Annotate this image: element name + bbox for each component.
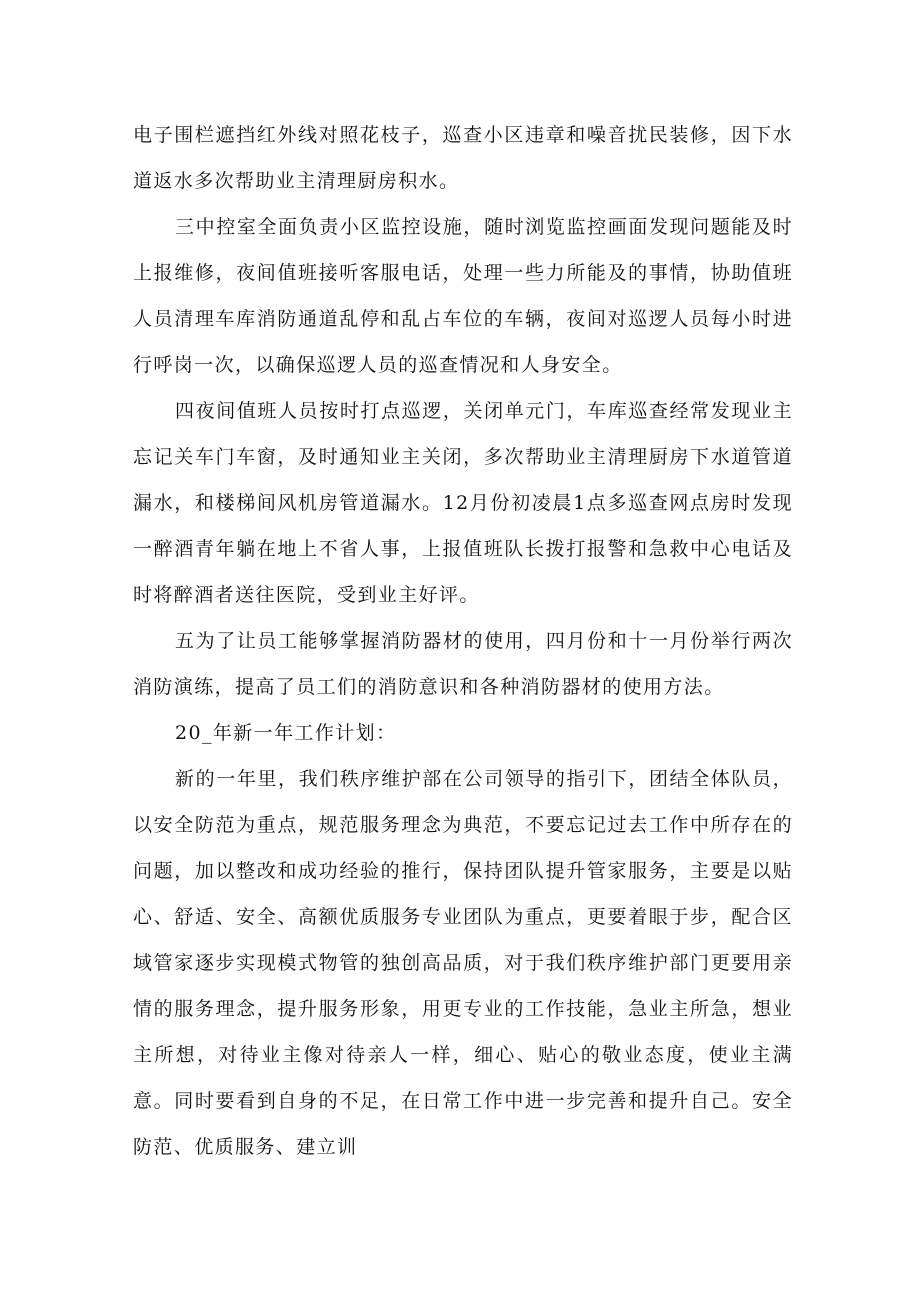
paragraph-night-duty: 四夜间值班人员按时打点巡逻，关闭单元门，车库巡查经常发现业主忘记关车门车窗，及时通知业主关闭，多次帮助业主清理厨房下水道管道漏水，和楼梯间风机房管道漏水。12月份初凌晨1点多巡查网点房时发现一醉酒青年躺在地上不省人事，上报值班队长拨打报警和急救中心电话及时将醉酒者送往医院，受到业主好评。 — [133, 400, 793, 606]
paragraph-fire-drill: 五为了让员工能够掌握消防器材的使用，四月份和十一月份举行两次消防演练，提高了员工们的消防意识和各种消防器材的使用方法。 — [133, 630, 793, 698]
paragraph-plan-heading: 20_年新一年工作计划： — [175, 722, 397, 744]
document-body — [133, 112, 793, 1170]
paragraph-monitoring-room: 三中控室全面负责小区监控设施，随时浏览监控画面发现问题能及时上报维修，夜间值班接听客服电话，处理一些力所能及的事情，协助值班人员清理车库消防通道乱停和乱占车位的车辆，夜间对巡逻人员每小时进行呼岗一次，以确保巡逻人员的巡查情况和人身安全。 — [133, 216, 793, 376]
paragraph-continuation: 电子围栏遮挡红外线对照花枝子，巡查小区违章和噪音扰民装修，因下水道返水多次帮助业主清理厨房积水。 — [133, 124, 793, 192]
paragraph-new-year-plan: 新的一年里，我们秩序维护部在公司领导的指引下，团结全体队员，以安全防范为重点，规范服务理念为典范，不要忘记过去工作中所存在的问题，加以整改和成功经验的推行，保持团队提升管家服务，主要是以贴心、舒适、安全、高额优质服务专业团队为重点，更要着眼于步，配合区域管家逐步实现模式物管的独创高品质，对于我们秩序维护部门更要用亲情的服务理念，提升服务形象，用更专业的工作技能，急业主所急，想业主所想，对待业主像对待亲人一样，细心、贴心的敬业态度，使业主满意。同时要看到自身的不足，在日常工作中进一步完善和提升自己。安全防范、优质服务、建立训 — [133, 768, 793, 1158]
